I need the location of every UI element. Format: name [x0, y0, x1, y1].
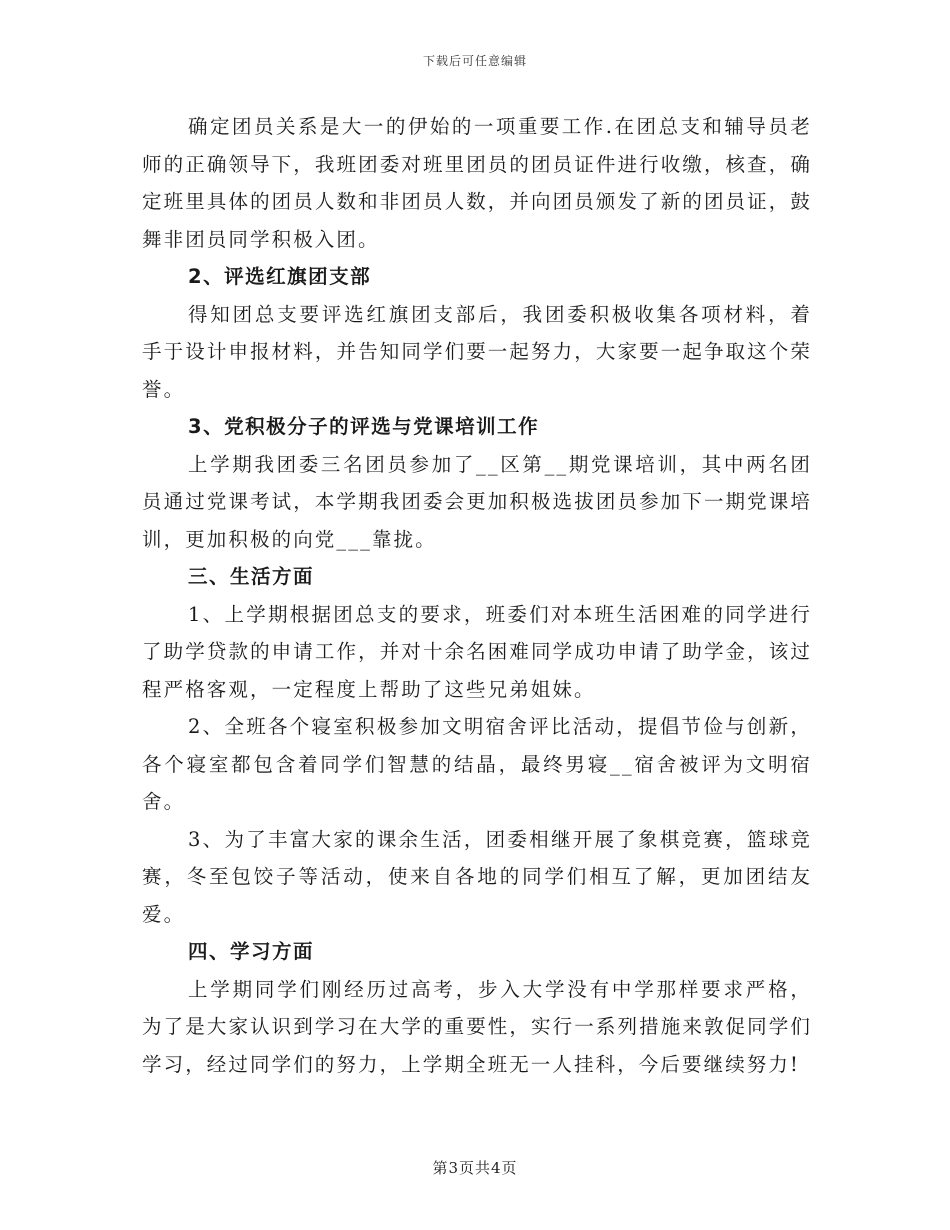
- paragraph-life-2: 2、全班各个寝室积极参加文明宿舍评比活动，提倡节俭与创新，各个寝室都包含着同学们智慧的结晶，最终男寝__宿舍被评为文明宿舍。: [142, 715, 812, 813]
- paragraph-life-1: 1、上学期根据团总支的要求，班委们对本班生活困难的同学进行了助学贷款的申请工作，并对十余名困难同学成功申请了助学金，该过程严格客观，一定程度上帮助了这些兄弟姐妹。: [142, 602, 812, 701]
- heading-party-activists: 3、党积极分子的评选与党课培训工作: [188, 415, 540, 438]
- document-body: [142, 108, 812, 1083]
- paragraph-membership: 确定团员关系是大一的伊始的一项重要工作.在团总支和辅导员老师的正确领导下，我班团委对班里团员的团员证件进行收缴，核查，确定班里具体的团员人数和非团员人数，并向团员颁发了新的团员证，鼓舞非团员同学积极入团。: [142, 115, 812, 251]
- paragraph-life-3: 3、为了丰富大家的课余生活，团委相继开展了象棋竞赛，篮球竞赛，冬至包饺子等活动，使来自各地的同学们相互了解，更加团结友爱。: [142, 827, 812, 926]
- paragraph-study: 上学期同学们刚经历过高考，步入大学没有中学那样要求严格，为了是大家认识到学习在大学的重要性，实行一系列措施来敦促同学们学习，经过同学们的努力，上学期全班无一人挂科，今后要继续努力!: [142, 977, 812, 1076]
- paragraph-party-training: 上学期我团委三名团员参加了__区第__期党课培训，其中两名团员通过党课考试，本学期我团委会更加积极选拔团员参加下一期党课培训，更加积极的向党___靠拢。: [142, 452, 812, 551]
- page-number: 第3页共4页: [432, 1159, 518, 1177]
- heading-red-flag-branch: 2、评选红旗团支部: [188, 265, 372, 288]
- paragraph-red-flag-branch: 得知团总支要评选红旗团支部后，我团委积极收集各项材料，着手于设计申报材料，并告知同学们要一起努力，大家要一起争取这个荣誉。: [142, 302, 812, 401]
- heading-life-aspect: 三、生活方面: [188, 565, 315, 588]
- page-header-note: 下载后可任意编辑: [422, 54, 527, 68]
- heading-study-aspect: 四、学习方面: [188, 940, 315, 963]
